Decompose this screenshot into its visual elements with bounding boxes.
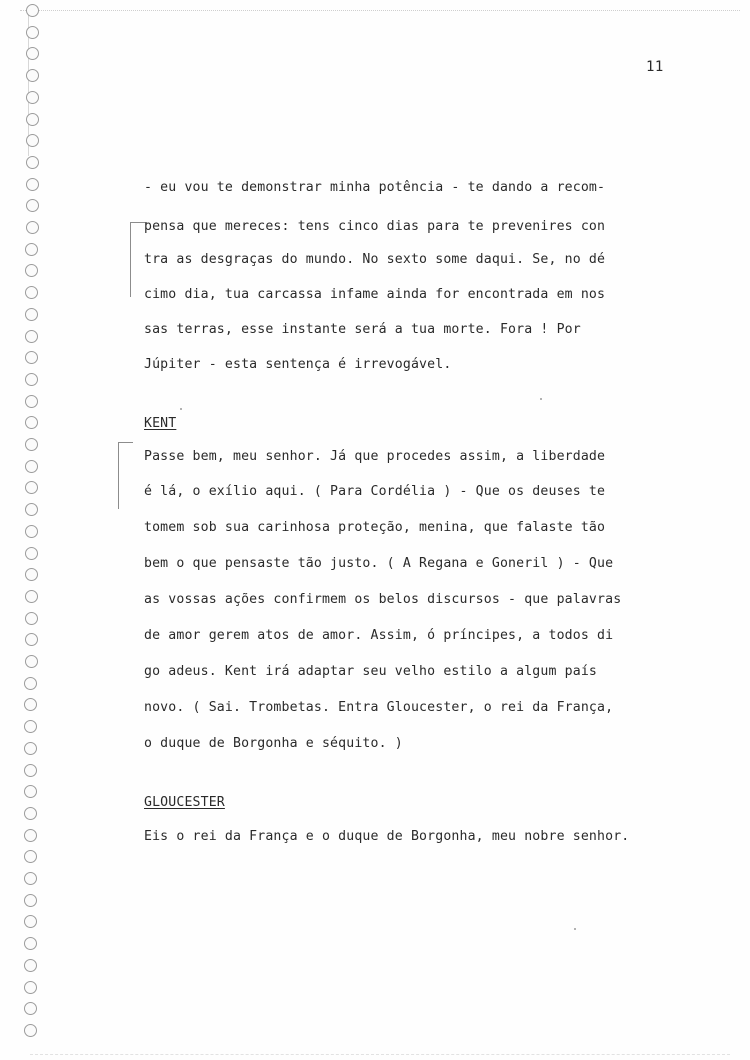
text-line: o duque de Borgonha e séquito. ) bbox=[144, 736, 403, 751]
binder-hole bbox=[25, 633, 38, 646]
binder-hole bbox=[25, 351, 38, 364]
binder-hole bbox=[24, 829, 37, 842]
text-line: Eis o rei da França e o duque de Borgonha, meu nobre senhor. bbox=[144, 829, 630, 844]
binder-hole bbox=[24, 959, 37, 972]
binder-hole bbox=[25, 395, 38, 408]
speaker-name: KENT bbox=[144, 416, 177, 431]
binder-hole bbox=[26, 199, 39, 212]
binder-hole bbox=[24, 915, 37, 928]
text-line: novo. ( Sai. Trombetas. Entra Gloucester, o rei da França, bbox=[144, 700, 614, 715]
binder-hole bbox=[25, 525, 38, 538]
text-line: Passe bem, meu senhor. Já que procedes assim, a liberdade bbox=[144, 449, 606, 464]
margin-bracket bbox=[118, 442, 133, 509]
binder-hole bbox=[25, 264, 38, 277]
speaker-name: GLOUCESTER bbox=[144, 795, 225, 810]
binder-hole bbox=[25, 568, 38, 581]
punched-holes-strip bbox=[0, 0, 40, 1060]
text-line: tomem sob sua carinhosa proteção, menina, que falaste tão bbox=[144, 520, 606, 535]
binder-hole bbox=[25, 612, 38, 625]
binder-hole bbox=[24, 698, 37, 711]
binder-hole bbox=[25, 373, 38, 386]
binder-hole bbox=[25, 416, 38, 429]
binder-hole bbox=[25, 438, 38, 451]
binder-hole bbox=[24, 850, 37, 863]
binder-hole bbox=[26, 4, 39, 17]
text-line: é lá, o exílio aqui. ( Para Cordélia ) - Que os deuses te bbox=[144, 484, 606, 499]
scan-speck bbox=[574, 928, 576, 930]
binder-hole bbox=[25, 460, 38, 473]
binder-hole bbox=[24, 720, 37, 733]
binder-hole bbox=[25, 590, 38, 603]
text-line: tra as desgraças do mundo. No sexto some daqui. Se, no dé bbox=[144, 252, 606, 267]
binder-hole bbox=[24, 1024, 37, 1037]
binder-hole bbox=[25, 330, 38, 343]
binder-hole bbox=[24, 872, 37, 885]
binder-hole bbox=[26, 134, 39, 147]
binder-hole bbox=[24, 1002, 37, 1015]
binder-hole bbox=[25, 286, 38, 299]
text-line: Júpiter - esta sentença é irrevogável. bbox=[144, 357, 452, 372]
binder-hole bbox=[26, 26, 39, 39]
binder-hole bbox=[26, 156, 39, 169]
binder-hole bbox=[24, 764, 37, 777]
text-line: de amor gerem atos de amor. Assim, ó príncipes, a todos di bbox=[144, 628, 614, 643]
binder-hole bbox=[26, 221, 39, 234]
text-line: - eu vou te demonstrar minha potência - te dando a recom- bbox=[144, 180, 606, 195]
binder-hole bbox=[25, 655, 38, 668]
binder-hole bbox=[24, 894, 37, 907]
page-number: 11 bbox=[646, 59, 664, 75]
binder-hole bbox=[24, 937, 37, 950]
page-bottom-edge bbox=[30, 1054, 730, 1055]
text-line: sas terras, esse instante será a tua morte. Fora ! Por bbox=[144, 322, 581, 337]
scan-speck bbox=[540, 398, 542, 400]
binder-hole bbox=[26, 91, 39, 104]
text-line: cimo dia, tua carcassa infame ainda for encontrada em nos bbox=[144, 287, 606, 302]
text-line: pensa que mereces: tens cinco dias para te prevenires con bbox=[144, 219, 606, 234]
text-line: bem o que pensaste tão justo. ( A Regana e Goneril ) - Que bbox=[144, 556, 614, 571]
binder-hole bbox=[25, 481, 38, 494]
binder-hole bbox=[24, 981, 37, 994]
binder-hole bbox=[24, 807, 37, 820]
binder-hole bbox=[25, 547, 38, 560]
scan-speck bbox=[180, 408, 182, 410]
binder-hole bbox=[26, 47, 39, 60]
text-line: go adeus. Kent irá adaptar seu velho estilo a algum país bbox=[144, 664, 598, 679]
binder-hole bbox=[24, 677, 37, 690]
binder-hole bbox=[26, 178, 39, 191]
page-top-edge bbox=[20, 10, 740, 11]
text-line: as vossas ações confirmem os belos discursos - que palavras bbox=[144, 592, 622, 607]
binder-hole bbox=[25, 308, 38, 321]
binder-hole bbox=[25, 243, 38, 256]
binder-hole bbox=[26, 69, 39, 82]
binder-hole bbox=[24, 785, 37, 798]
binder-hole bbox=[24, 742, 37, 755]
binder-hole bbox=[25, 503, 38, 516]
binder-hole bbox=[26, 113, 39, 126]
